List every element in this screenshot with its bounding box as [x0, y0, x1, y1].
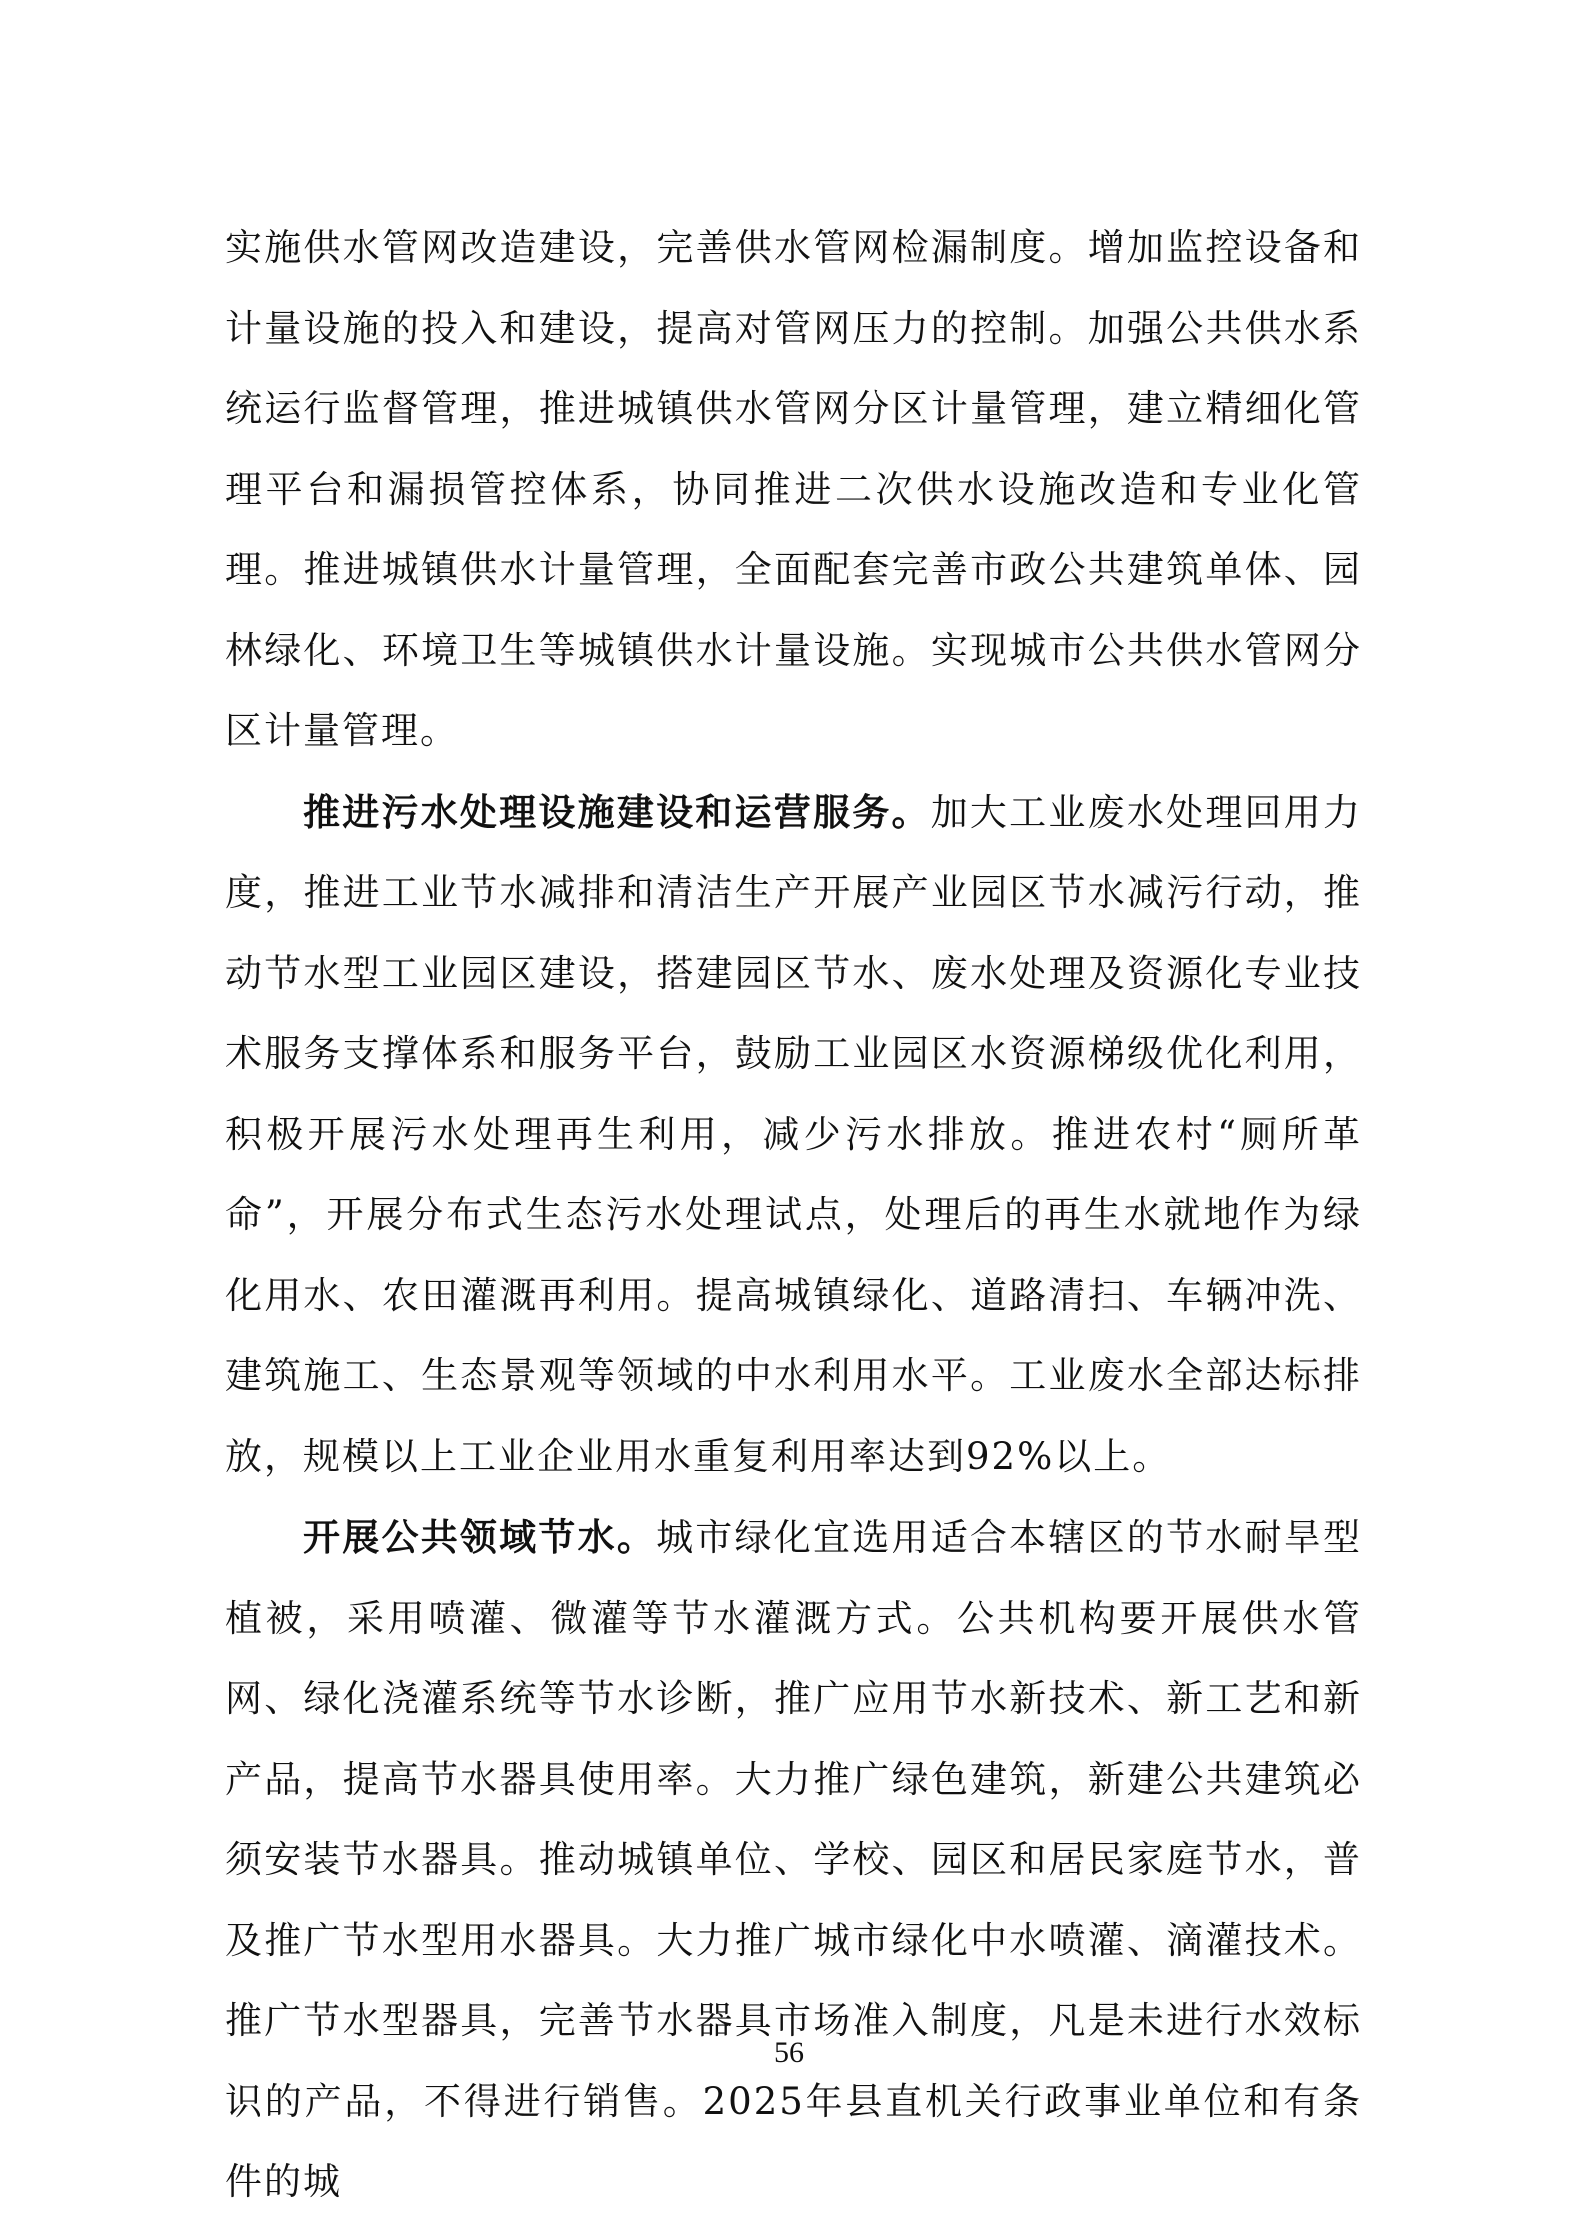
- paragraph-sewage-treatment: [225, 772, 1362, 1498]
- paragraph-water-supply-network: [225, 208, 1362, 772]
- page-number: 56: [774, 2036, 804, 2069]
- paragraph-heading: 开展公共领域节水。: [303, 1515, 657, 1559]
- paragraph-text: 加大工业废水处理回用力度，推进工业节水减排和清洁生产开展产业园区节水减污行动，推动节水型工业园区建设，搭建园区节水、废水处理及资源化专业技术服务支撑体系和服务平台，鼓励工业园区水资源梯级优化利用，积极开展污水处理再生利用，减少污水排放。推进农村“厕所革命”，开展分布式生态污水处理试点，处理后的再生水就地作为绿化用水、农田灌溉再利用。提高城镇绿化、道路清扫、车辆冲洗、建筑施工、生态景观等领域的中水利用水平。工业废水全部达标排放，规模以上工业企业用水重复利用率达到92%以上。: [225, 790, 1363, 1478]
- paragraph-heading: 推进污水处理设施建设和运营服务。: [303, 789, 931, 834]
- document-body: [225, 208, 1362, 2223]
- paragraph-text: 城市绿化宜选用适合本辖区的节水耐旱型植被，采用喷灌、微灌等节水灌溉方式。公共机构要开展供水管网、绿化浇灌系统等节水诊断，推广应用节水新技术、新工艺和新产品，提高节水器具使用率。大力推广绿色建筑，新建公共建筑必须安装节水器具。推动城镇单位、学校、园区和居民家庭节水，普及推广节水型用水器具。大力推广城市绿化中水喷灌、滴灌技术。推广节水型器具，完善节水器具市场准入制度，凡是未进行水效标识的产品，不得进行销售。2025年县直机关行政事业单位和有条件的城: [225, 1516, 1363, 2203]
- paragraph-text: 实施供水管网改造建设，完善供水管网检漏制度。增加监控设备和计量设施的投入和建设，提高对管网压力的控制。加强公共供水系统运行监督管理，推进城镇供水管网分区计量管理，建立精细化管理平台和漏损管控体系，协同推进二次供水设施改造和专业化管理。推进城镇供水计量管理，全面配套完善市政公共建筑单体、园林绿化、环境卫生等城镇供水计量设施。实现城市公共供水管网分区计量管理。: [225, 226, 1362, 752]
- paragraph-public-water-saving: [225, 1497, 1362, 2223]
